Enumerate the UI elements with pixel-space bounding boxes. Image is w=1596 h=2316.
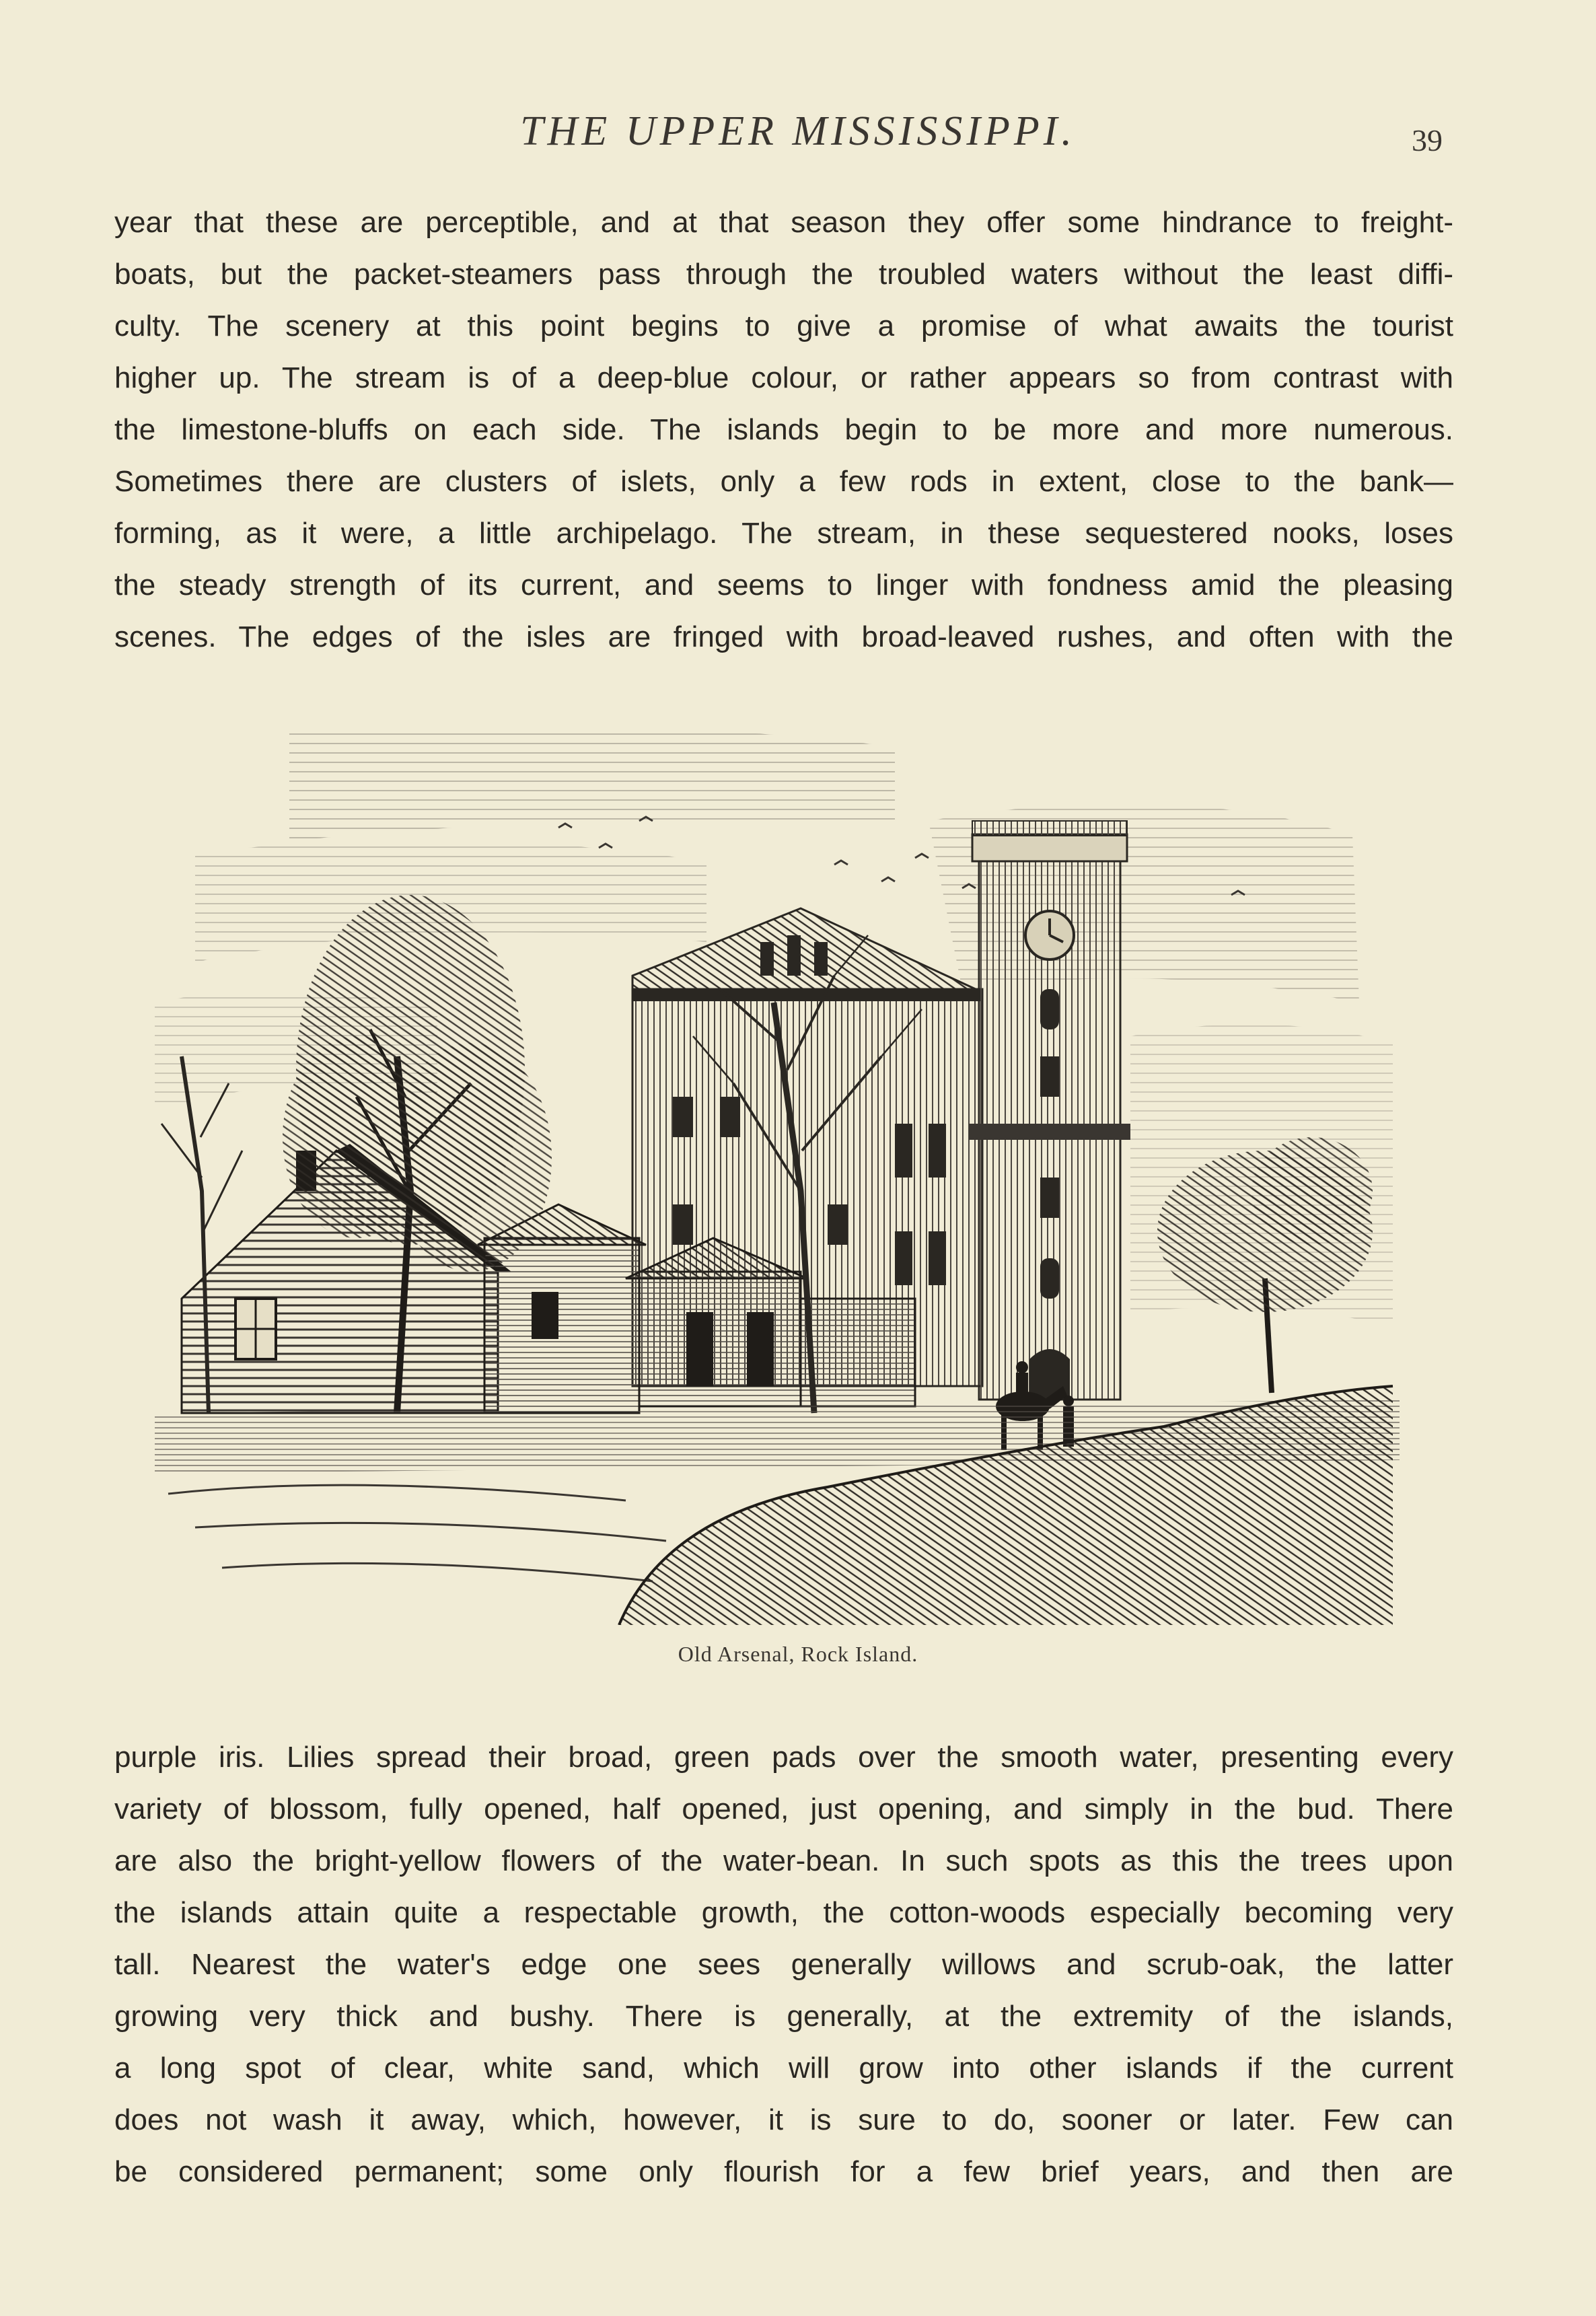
engraving-illustration — [155, 720, 1400, 1625]
text-line: are also the bright-yellow flowers of the water-bean. In such spots as this the trees upon — [114, 1844, 1453, 1877]
text-line: the steady strength of its current, and seems to linger with fondness amid the pleasing — [114, 569, 1453, 602]
text-line: does not wash it away, which, however, it is sure to do, sooner or later. Few can — [114, 2103, 1453, 2136]
clock-tower — [969, 821, 1130, 1400]
text-line: growing very thick and bushy. There is generally, at the extremity of the islands, — [114, 2000, 1453, 2033]
text-line: tall. Nearest the water's edge one sees generally willows and scrub-oak, the latter — [114, 1948, 1453, 1981]
text-line: higher up. The stream is of a deep-blue colour, or rather appears so from contrast with — [114, 361, 1453, 394]
text-line: variety of blossom, fully opened, half opened, just opening, and simply in the bud. There — [114, 1793, 1453, 1825]
text-line: the limestone-bluffs on each side. The islands begin to be more and more numerous. — [114, 413, 1453, 446]
running-head: THE UPPER MISSISSIPPI. — [520, 108, 1076, 154]
text-line: scenes. The edges of the isles are fringed with broad-leaved rushes, and often with the — [114, 620, 1453, 653]
text-line: culty. The scenery at this point begins to give a promise of what awaits the tourist — [114, 310, 1453, 342]
text-line: boats, but the packet-steamers pass through the troubled waters without the least diffi- — [114, 258, 1453, 291]
text-line: forming, as it were, a little archipelago. The stream, in these sequestered nooks, loses — [114, 517, 1453, 550]
tree-right — [1157, 1137, 1373, 1393]
text-line: Sometimes there are clusters of islets, only a few rods in extent, close to the bank— — [114, 465, 1453, 498]
text-line: the islands attain quite a respectable growth, the cotton-woods especially becoming very — [114, 1896, 1453, 1929]
figure-caption: Old Arsenal, Rock Island. — [678, 1642, 918, 1666]
paragraph-1 — [114, 196, 1453, 663]
paragraph-2 — [114, 1731, 1453, 2198]
text-line: year that these are perceptible, and at that season they offer some hindrance to freight- — [114, 206, 1453, 239]
text-line: be considered permanent; some only flourish for a few brief years, and then are — [114, 2155, 1453, 2188]
text-line: a long spot of clear, white sand, which will grow into other islands if the current — [114, 2052, 1453, 2085]
text-line: purple iris. Lilies spread their broad, green pads over the smooth water, presenting every — [114, 1741, 1453, 1774]
page-number: 39 — [1412, 123, 1443, 157]
